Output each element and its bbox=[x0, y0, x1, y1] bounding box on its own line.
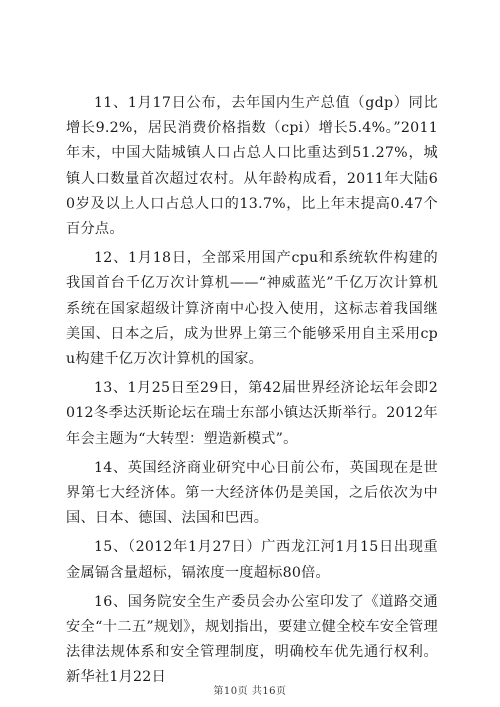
paragraph-15: 15、（2012年1月27日）广西龙江河1月15日出现重金属镉含量超标，镉浓度一度超标80倍。 bbox=[66, 539, 438, 581]
paragraph-11: 11、1月17日公布，去年国内生产总值（gdp）同比增长9.2%，居民消费价格指数（cpi）增长5.4%。”2011年末，中国大陆城镇人口占总人口比重达到51.27%，城镇人口数量首次超过农村。从年龄构成看，2011年大陆60岁及以上人口占总人口的13.7%，比上年末提高0.47个百分点。 bbox=[66, 95, 438, 238]
page-number-footer: 第10页 共16页 bbox=[213, 686, 287, 697]
document-body bbox=[66, 91, 438, 695]
paragraph-12: 12、1月18日，全部采用国产cpu和系统软件构建的我国首台千亿万次计算机——“神威蓝光”千亿万次计算机系统在国家超级计算济南中心投入使用，这标志着我国继美国、日本之后，成为世界上第三个能够采用自主采用cpu构建千亿万次计算机的国家。 bbox=[66, 250, 438, 368]
paragraph-16: 16、国务院安全生产委员会办公室印发了《道路交通安全“十二五”规划》，规划指出，要建立健全校车安全管理法律法规体系和安全管理制度，明确校车优先通行权利。新华社1月22日 bbox=[66, 593, 438, 686]
paragraph-14: 14、英国经济商业研究中心日前公布，英国现在是世界第七大经济体。第一大经济体仍是美国，之后依次为中国、日本、德国、法国和巴西。 bbox=[66, 459, 438, 527]
paragraph-13: 13、1月25日至29日，第42届世界经济论坛年会即2012冬季达沃斯论坛在瑞士东部小镇达沃斯举行。2012年年会主题为“大转型：塑造新模式”。 bbox=[66, 380, 438, 447]
